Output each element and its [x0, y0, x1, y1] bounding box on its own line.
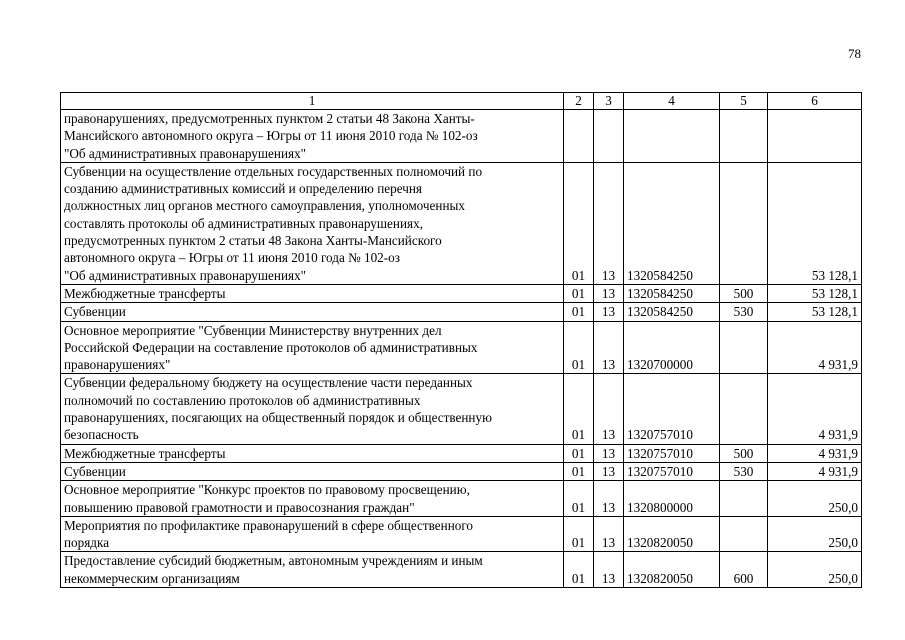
column-header-3: 3 [594, 93, 624, 110]
target-article-code: 1320584250 [624, 284, 720, 302]
expense-type-code: 600 [720, 552, 768, 588]
row-description [61, 321, 564, 374]
description-line: безопасность [64, 427, 139, 443]
description-line: предусмотренных пунктом 2 статьи 48 Закона Ханты-Мансийского [64, 233, 442, 249]
table-row [61, 552, 862, 588]
row-description [61, 284, 564, 302]
description-line: Субвенции федеральному бюджету на осуществление части переданных [64, 375, 473, 391]
section-code: 01 [564, 481, 594, 517]
description-line: "Об административных правонарушениях" [64, 267, 307, 283]
budget-table [60, 92, 862, 588]
description-line: должностных лиц органов местного самоуправления, уполномоченных [64, 198, 465, 214]
expense-type-code: 500 [720, 284, 768, 302]
amount-cell: 53 128,1 [768, 162, 862, 284]
description-line: Предоставление субсидий бюджетным, автономным учреждениям и иным [64, 553, 483, 569]
target-article-code: 1320757010 [624, 462, 720, 480]
amount-cell: 4 931,9 [768, 444, 862, 462]
amount-cell: 4 931,9 [768, 321, 862, 374]
column-header-2: 2 [564, 93, 594, 110]
target-article-code: 1320820050 [624, 552, 720, 588]
table-row [61, 462, 862, 480]
expense-type-code [720, 321, 768, 374]
amount-cell: 53 128,1 [768, 303, 862, 321]
target-article-code: 1320800000 [624, 481, 720, 517]
expense-type-code [720, 481, 768, 517]
target-article-code: 1320820050 [624, 516, 720, 552]
target-article-code: 1320757010 [624, 374, 720, 444]
subsection-code [594, 110, 624, 163]
expense-type-code [720, 374, 768, 444]
target-article-code: 1320700000 [624, 321, 720, 374]
subsection-code: 13 [594, 303, 624, 321]
description-line: "Об административных правонарушениях" [64, 145, 307, 161]
section-code: 01 [564, 552, 594, 588]
amount-cell: 4 931,9 [768, 374, 862, 444]
expense-type-code: 500 [720, 444, 768, 462]
subsection-code: 13 [594, 321, 624, 374]
expense-type-code [720, 162, 768, 284]
column-header-4: 4 [624, 93, 720, 110]
subsection-code: 13 [594, 162, 624, 284]
description-line: Основное мероприятие "Конкурс проектов по правовому просвещению, [64, 482, 470, 498]
description-line: созданию административных комиссий и определению перечня [64, 181, 422, 197]
amount-cell: 250,0 [768, 552, 862, 588]
page-number: 78 [848, 46, 861, 61]
table-row [61, 110, 862, 163]
target-article-code: 1320757010 [624, 444, 720, 462]
amount-cell: 250,0 [768, 516, 862, 552]
table-body [61, 110, 862, 588]
description-line: Субвенции [64, 463, 126, 479]
section-code: 01 [564, 444, 594, 462]
section-code: 01 [564, 162, 594, 284]
amount-cell: 53 128,1 [768, 284, 862, 302]
table-row [61, 321, 862, 374]
subsection-code: 13 [594, 284, 624, 302]
description-line: Межбюджетные трансферты [64, 285, 226, 301]
subsection-code: 13 [594, 516, 624, 552]
subsection-code: 13 [594, 462, 624, 480]
table-row [61, 516, 862, 552]
description-line: Российской Федерации на составление протоколов об административных [64, 339, 478, 355]
section-code: 01 [564, 321, 594, 374]
section-code: 01 [564, 374, 594, 444]
subsection-code: 13 [594, 552, 624, 588]
section-code [564, 110, 594, 163]
description-line: некоммерческим организациям [64, 570, 240, 586]
table-row [61, 481, 862, 517]
amount-cell: 250,0 [768, 481, 862, 517]
description-line: Мансийского автономного округа – Югры от 11 июня 2010 года № 102-оз [64, 128, 478, 144]
row-description [61, 444, 564, 462]
description-line: правонарушениях" [64, 357, 171, 373]
target-article-code: 1320584250 [624, 162, 720, 284]
row-description [61, 303, 564, 321]
section-code: 01 [564, 303, 594, 321]
table-row [61, 444, 862, 462]
amount-cell [768, 110, 862, 163]
description-line: Субвенции на осуществление отдельных государственных полномочий по [64, 163, 483, 179]
expense-type-code: 530 [720, 303, 768, 321]
column-header-6: 6 [768, 93, 862, 110]
description-line: Основное мероприятие "Субвенции Министерству внутренних дел [64, 322, 442, 338]
description-line: Межбюджетные трансферты [64, 445, 226, 461]
row-description [61, 516, 564, 552]
section-code: 01 [564, 516, 594, 552]
section-code: 01 [564, 284, 594, 302]
expense-type-code: 530 [720, 462, 768, 480]
row-description [61, 552, 564, 588]
row-description [61, 374, 564, 444]
subsection-code: 13 [594, 481, 624, 517]
section-code: 01 [564, 462, 594, 480]
target-article-code: 1320584250 [624, 303, 720, 321]
target-article-code [624, 110, 720, 163]
row-description [61, 110, 564, 163]
row-description [61, 462, 564, 480]
column-header-5: 5 [720, 93, 768, 110]
row-description [61, 481, 564, 517]
subsection-code: 13 [594, 374, 624, 444]
description-line: правонарушениях, посягающих на общественный порядок и общественную [64, 410, 492, 426]
table-row [61, 162, 862, 284]
table-row [61, 284, 862, 302]
amount-cell: 4 931,9 [768, 462, 862, 480]
expense-type-code [720, 110, 768, 163]
subsection-code: 13 [594, 444, 624, 462]
description-line: Субвенции [64, 304, 126, 320]
description-line: повышению правовой грамотности и правосознания граждан" [64, 499, 415, 515]
description-line: полномочий по составлению протоколов об административных [64, 392, 421, 408]
description-line: составлять протоколы об административных правонарушениях, [64, 215, 423, 231]
row-description [61, 162, 564, 284]
description-line: Мероприятия по профилактике правонарушений в сфере общественного [64, 517, 474, 533]
table-row [61, 374, 862, 444]
description-line: правонарушениях, предусмотренных пунктом 2 статьи 48 Закона Ханты- [64, 111, 475, 126]
table-header-row [61, 93, 862, 110]
description-line: автономного округа – Югры от 11 июня 2010 года № 102-оз [64, 250, 400, 266]
table-row [61, 303, 862, 321]
description-line: порядка [64, 535, 110, 551]
expense-type-code [720, 516, 768, 552]
column-header-1: 1 [61, 93, 564, 110]
